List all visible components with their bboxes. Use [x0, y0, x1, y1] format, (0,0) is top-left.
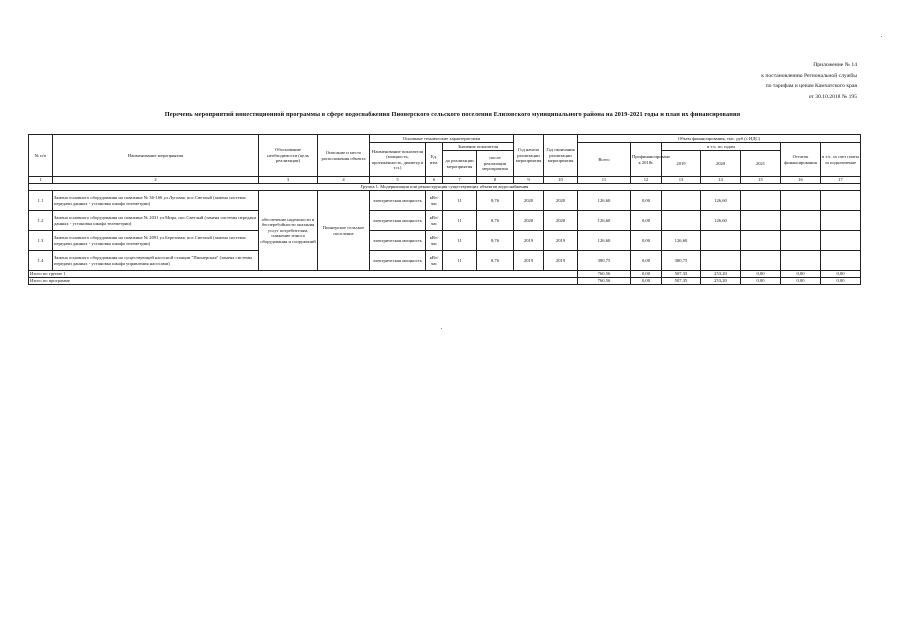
total-row: [29, 271, 861, 278]
total-own: 0,00: [781, 271, 821, 278]
row-name: Замена основного оборудования на скважине № 2031 ул.Мира, пос.Светлый (замена системы передачи данных - установка шкафа телеметрии): [53, 211, 259, 231]
header-2019: 2019: [662, 151, 701, 177]
total-fees: 0,00: [821, 278, 861, 285]
row-own: [781, 191, 821, 211]
total-2019: 507,35: [662, 271, 701, 278]
row-num: 1.4: [29, 251, 53, 271]
row-name: Замена основного оборудования на скважине № 2091 ул.Березовая, пос.Светлый (замена системы передачи данных - установка шкафа телеметрии): [53, 231, 259, 251]
total-label: Итого по группе 1: [29, 271, 578, 278]
column-number: 9: [514, 177, 544, 184]
header-before: до реализации мероприятия: [443, 151, 477, 177]
total-own: 0,00: [781, 278, 821, 285]
header-value-group: Значение показателя: [443, 143, 514, 151]
row-total: 126,60: [578, 191, 631, 211]
row-indicator: электрическая мощность: [370, 231, 426, 251]
table-row: [29, 251, 861, 271]
column-number: 4: [318, 177, 370, 184]
row-start: 2019: [514, 251, 544, 271]
total-2020: 253,20: [701, 278, 741, 285]
column-number: 16: [781, 177, 821, 184]
row-before: 11: [443, 191, 477, 211]
row-2021: [741, 211, 781, 231]
header-years-group: в т.ч. по годам: [662, 143, 781, 151]
row-before: 11: [443, 231, 477, 251]
total-fees: 0,00: [821, 271, 861, 278]
header-end-year: Год окончания реализации мероприятия: [544, 135, 578, 177]
header-need: Обоснование необходимости (цель реализации): [259, 135, 318, 177]
row-2019: 380,75: [662, 251, 701, 271]
row-num: 1.3: [29, 231, 53, 251]
header-2020: 2020: [701, 151, 741, 177]
table-row: [29, 231, 861, 251]
row-before: 11: [443, 211, 477, 231]
header-own: Остаток финансирования: [781, 143, 821, 177]
total-financed: 0,00: [631, 271, 662, 278]
total-row: [29, 278, 861, 285]
column-number: 11: [578, 177, 631, 184]
row-fees: [821, 251, 861, 271]
row-total: 126,60: [578, 211, 631, 231]
row-end: 2020: [544, 191, 578, 211]
document-title: Перечень мероприятий инвестиционной программы в сфере водоснабжения Пионерского сельского поселения Елизовского муниципального района на 2019-2021 годы и план их финансирования: [164, 111, 741, 118]
header-row-1: [29, 135, 861, 143]
row-2020: [701, 231, 741, 251]
row-unit: кВт/час: [426, 191, 443, 211]
column-number: 15: [741, 177, 781, 184]
row-unit: кВт/час: [426, 251, 443, 271]
row-financed: 0,00: [631, 211, 662, 231]
header-indicator: Наименование показателя (мощность, протяжённость, диаметр и т.п.): [370, 143, 426, 177]
investment-table: [28, 134, 861, 285]
header-total: Всего: [578, 143, 631, 177]
row-end: 2019: [544, 231, 578, 251]
row-num: 1.1: [29, 191, 53, 211]
row-2021: [741, 231, 781, 251]
table-row: [29, 211, 861, 231]
row-unit: кВт/час: [426, 231, 443, 251]
row-own: [781, 231, 821, 251]
header-financed: Профинансировано к 2018г.: [631, 143, 662, 177]
row-own: [781, 211, 821, 231]
header-2021: 2021: [741, 151, 781, 177]
row-start: 2019: [514, 231, 544, 251]
column-number: 12: [631, 177, 662, 184]
row-unit: кВт/час: [426, 211, 443, 231]
column-number: 5: [370, 177, 426, 184]
row-total: 126,60: [578, 231, 631, 251]
scan-speck: [881, 36, 882, 37]
total-sum: 760,56: [578, 278, 631, 285]
row-total: 380,75: [578, 251, 631, 271]
row-end: 2020: [544, 211, 578, 231]
row-indicator: электрическая мощность: [370, 251, 426, 271]
column-number: 2: [53, 177, 259, 184]
row-own: [781, 251, 821, 271]
row-after: 8,76: [477, 211, 514, 231]
header-after: после реализации мероприятия: [477, 151, 514, 177]
row-2019: [662, 211, 701, 231]
group-row: [29, 184, 861, 191]
appendix-block: [761, 60, 857, 102]
row-financed: 0,00: [631, 251, 662, 271]
header-fees: в т.ч. за счет платы за подключение: [821, 143, 861, 177]
row-2019: [662, 191, 701, 211]
row-indicator: электрическая мощность: [370, 191, 426, 211]
column-number: 7: [443, 177, 477, 184]
row-after: 8,76: [477, 191, 514, 211]
row-2021: [741, 251, 781, 271]
row-financed: 0,00: [631, 191, 662, 211]
total-2021: 0,00: [741, 271, 781, 278]
column-number: 1: [29, 177, 53, 184]
row-fees: [821, 191, 861, 211]
header-num: № п/п: [29, 135, 53, 177]
column-number: 10: [544, 177, 578, 184]
row-2019: 126,60: [662, 231, 701, 251]
header-location: Описание и место расположения объекта: [318, 135, 370, 177]
column-number: 13: [662, 177, 701, 184]
row-2020: 126,60: [701, 211, 741, 231]
scan-speck: [441, 328, 442, 329]
row-start: 2020: [514, 211, 544, 231]
appendix-line: к постановлению Региональной службы: [761, 72, 857, 79]
row-num: 1.2: [29, 211, 53, 231]
header-start-year: Год начала реализации мероприятия: [514, 135, 544, 177]
row-2020: [701, 251, 741, 271]
header-tech-group: Основные технические характеристики: [370, 135, 514, 143]
header-unit: Ед. изм.: [426, 143, 443, 177]
column-number: 17: [821, 177, 861, 184]
group-label: Группа 1. Модернизация или реконструкция существующих объектов водоснабжения: [29, 184, 861, 191]
need-cell: обеспечение надежности и бесперебойности оказания услуг потребителям, снижение износа оборудования и сооружений: [259, 191, 318, 271]
row-2020: 126,60: [701, 191, 741, 211]
row-before: 11: [443, 251, 477, 271]
total-2020: 253,20: [701, 271, 741, 278]
column-number: 6: [426, 177, 443, 184]
row-name: Замена основного оборудования на скважине № 36-166 ул.Луговая, пос.Светлый (замена системы передачи данных - установка шкафа телеметрии): [53, 191, 259, 211]
total-financed: 0,00: [631, 278, 662, 285]
row-fees: [821, 211, 861, 231]
column-numbers-row: [29, 177, 861, 184]
row-end: 2019: [544, 251, 578, 271]
location-cell: Пионерское сельское поселение: [318, 191, 370, 271]
total-2021: 0,00: [741, 278, 781, 285]
column-number: 14: [701, 177, 741, 184]
row-after: 8,76: [477, 231, 514, 251]
row-fees: [821, 231, 861, 251]
column-number: 8: [477, 177, 514, 184]
total-label: Итого по программе: [29, 278, 578, 285]
total-sum: 760,56: [578, 271, 631, 278]
table-row: [29, 191, 861, 211]
appendix-date: от 30.10.2018 № 195: [808, 93, 857, 100]
appendix-line: по тарифам и ценам Камчатского края: [765, 83, 857, 89]
row-2021: [741, 191, 781, 211]
total-2019: 507,35: [662, 278, 701, 285]
row-indicator: электрическая мощность: [370, 211, 426, 231]
row-after: 8,76: [477, 251, 514, 271]
row-name: Замена основного оборудования на существующей насосной станции "Пионерская" (замена системы передачи данных - установка шкафа управления насосами): [53, 251, 259, 271]
row-financed: 0,00: [631, 231, 662, 251]
appendix-number: Приложение № 14: [813, 62, 857, 68]
header-name: Наименование мероприятия: [53, 135, 259, 177]
column-number: 3: [259, 177, 318, 184]
header-finance-group: Объем финансирования, тыс. руб (с НДС): [578, 135, 861, 143]
row-start: 2020: [514, 191, 544, 211]
